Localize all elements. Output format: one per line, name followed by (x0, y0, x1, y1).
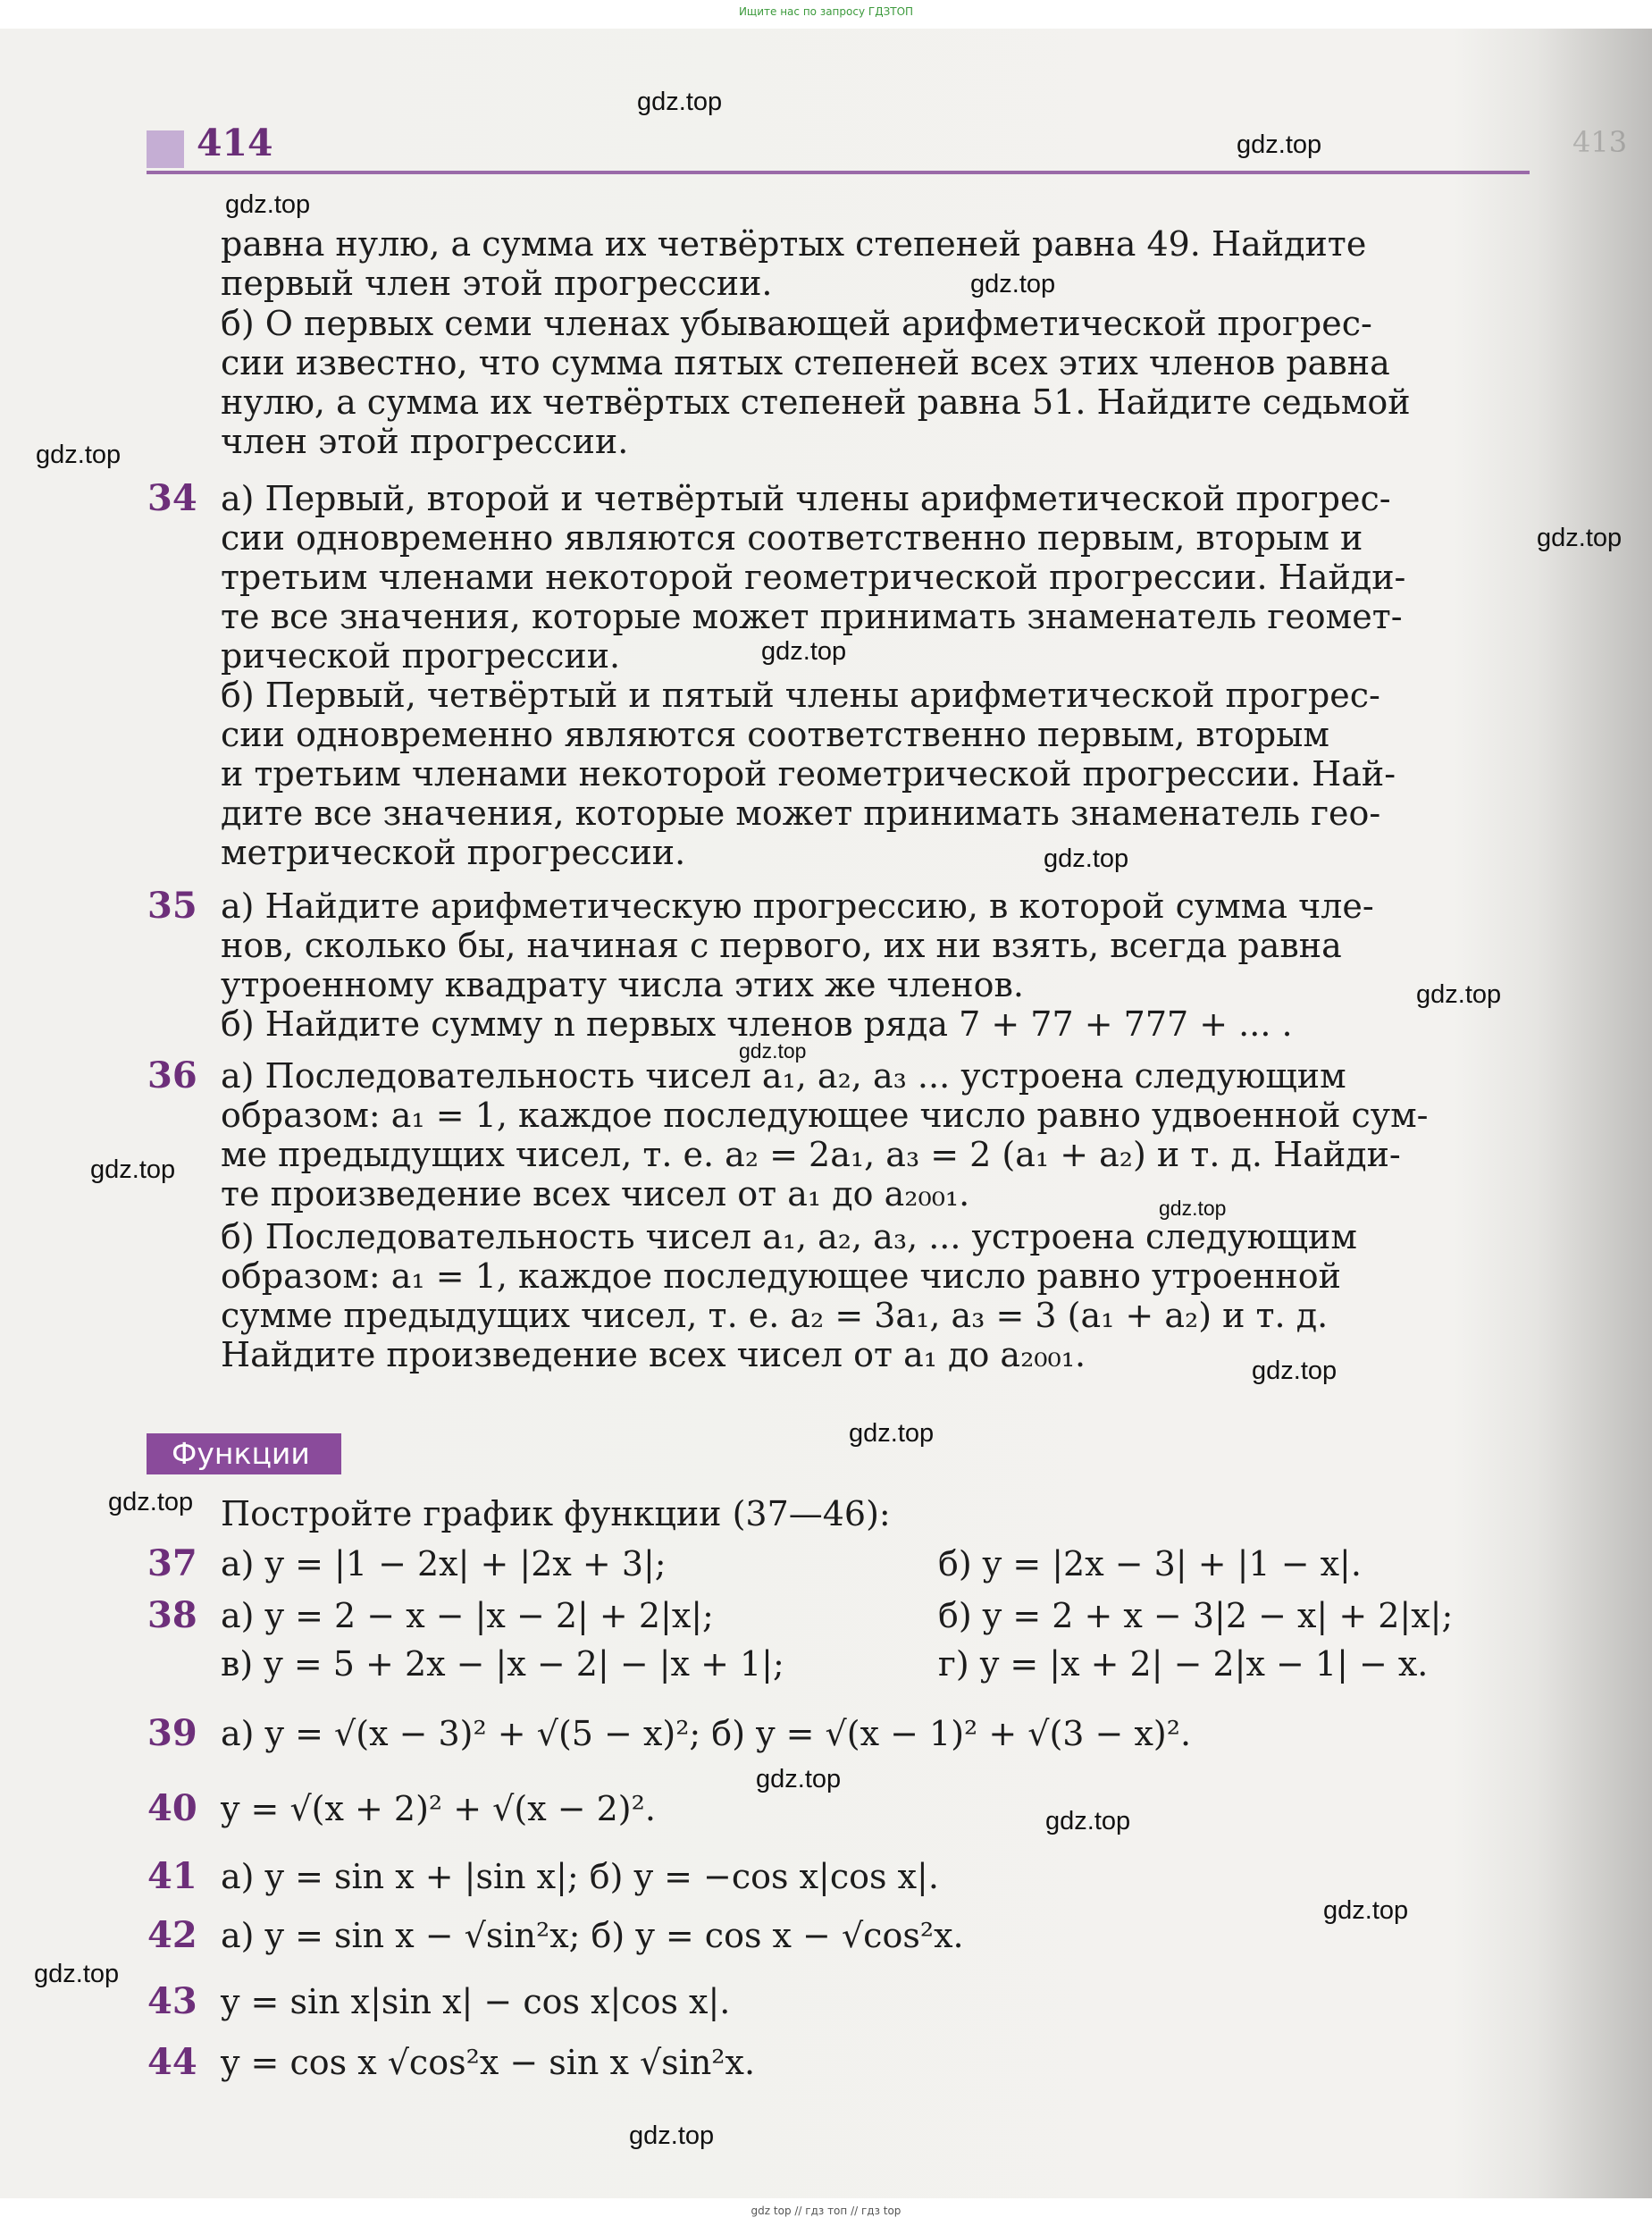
section-label: Функции (147, 1433, 341, 1474)
problem-number: 38 (147, 1594, 197, 1636)
problem-number: 37 (147, 1542, 197, 1584)
text-line: образом: a₁ = 1, каждое последующее число равно удвоенной сум- (221, 1096, 1429, 1135)
watermark: gdz.top (1237, 130, 1322, 159)
header-rule (147, 171, 1530, 174)
text-line: утроенному квадрату числа этих же членов. (221, 965, 1024, 1004)
text-line: образом: a₁ = 1, каждое последующее число равно утроенной (221, 1256, 1341, 1296)
text-line: а) Найдите арифметическую прогрессию, в которой сумма чле- (221, 886, 1374, 926)
watermark: gdz.top (1416, 980, 1502, 1009)
text-line: первый член этой прогрессии. (221, 264, 773, 303)
text-line: метрической прогрессии. (221, 833, 686, 872)
problem-number: 35 (147, 885, 197, 927)
watermark: gdz.top (1323, 1896, 1409, 1925)
section-intro: Постройте график функции (37—46): (221, 1494, 891, 1533)
text-line: в) y = 5 + 2x − |x − 2| − |x + 1|; (221, 1644, 784, 1684)
problem-number: 34 (147, 477, 197, 519)
text-line: y = cos x √cos²x − sin x √sin²x. (221, 2043, 756, 2082)
text-line: нулю, а сумма их четвёртых степеней равна 51. Найдите седьмой (221, 382, 1411, 422)
text-line: а) Последовательность чисел a₁, a₂, a₃ ... устроена следующим (221, 1056, 1346, 1096)
watermark: gdz.top (1537, 524, 1623, 552)
text-line: б) y = 2 + x − 3|2 − x| + 2|x|; (938, 1596, 1454, 1635)
text-line: а) y = sin x + |sin x|; б) y = −cos x|cos x|. (221, 1857, 939, 1896)
text-line: Найдите произведение всех чисел от a₁ до a₂₀₀₁. (221, 1335, 1086, 1374)
text-line: б) Найдите сумму n первых членов ряда 7 + 77 + 777 + ... . (221, 1004, 1293, 1044)
watermark: gdz.top (1044, 844, 1129, 873)
problem-number: 41 (147, 1855, 197, 1897)
text-line: б) Первый, четвёртый и пятый члены арифметической прогрес- (221, 676, 1380, 715)
watermark: gdz.top (629, 2121, 715, 2150)
watermark: gdz.top (1252, 1357, 1338, 1385)
text-line: б) Последовательность чисел a₁, a₂, a₃, ... устроена следующим (221, 1217, 1357, 1256)
problem-number: 42 (147, 1914, 197, 1956)
text-line: рической прогрессии. (221, 636, 621, 676)
problem-number: 36 (147, 1054, 197, 1096)
text-line: а) Первый, второй и четвёртый члены арифметической прогрес- (221, 479, 1391, 518)
header-square (147, 130, 184, 168)
text-line: а) y = √(x − 3)² + √(5 − x)²; б) y = √(x − 1)² + √(3 − x)². (221, 1714, 1192, 1753)
page-number: 414 (197, 122, 273, 164)
problem-number: 40 (147, 1787, 197, 1829)
text-line: равна нулю, а сумма их четвёртых степеней равна 49. Найдите (221, 224, 1367, 264)
text-line: третьим членами некоторой геометрической прогрессии. Найди- (221, 558, 1406, 597)
watermark: gdz.top (225, 190, 311, 219)
text-line: сии известно, что сумма пятых степеней всех этих членов равна (221, 343, 1390, 382)
text-line: а) y = sin x − √sin²x; б) y = cos x − √cos²x. (221, 1916, 964, 1955)
watermark: gdz.top (739, 1039, 807, 1063)
text-line: б) y = |2x − 3| + |1 − x|. (938, 1544, 1362, 1583)
bottom-banner: gdz top // гдз топ // гдз top (751, 2205, 901, 2217)
watermark: gdz.top (849, 1419, 935, 1448)
watermark: gdz.top (1045, 1807, 1131, 1835)
text-line: те все значения, которые может принимать знаменатель геомет- (221, 597, 1403, 636)
text-line: сии одновременно являются соответственно первым, вторым и (221, 518, 1363, 558)
text-line: y = sin x|sin x| − cos x|cos x|. (221, 1982, 731, 2021)
text-line: член этой прогрессии. (221, 422, 629, 461)
text-line: дите все значения, которые может принимать знаменатель гео- (221, 794, 1381, 833)
watermark: gdz.top (1159, 1197, 1227, 1220)
text-line: а) y = 2 − x − |x − 2| + 2|x|; (221, 1596, 714, 1635)
text-line: нов, сколько бы, начиная с первого, их ни взять, всегда равна (221, 926, 1342, 965)
text-line: сумме предыдущих чисел, т. е. a₂ = 3a₁, a₃ = 3 (a₁ + a₂) и т. д. (221, 1296, 1329, 1335)
text-line: сии одновременно являются соответственно первым, вторым (221, 715, 1329, 754)
watermark: gdz.top (36, 441, 122, 469)
top-banner: Ищите нас по запросу ГДЗТОП (738, 5, 914, 18)
text-line: г) y = |x + 2| − 2|x − 1| − x. (938, 1644, 1429, 1684)
bleed-through: 413 (1572, 125, 1628, 159)
text-line: ме предыдущих чисел, т. е. a₂ = 2a₁, a₃ = 2 (a₁ + a₂) и т. д. Найди- (221, 1135, 1401, 1174)
watermark: gdz.top (637, 88, 723, 116)
text-line: б) О первых семи членах убывающей арифметической прогрес- (221, 304, 1372, 343)
text-line: а) y = |1 − 2x| + |2x + 3|; (221, 1544, 667, 1583)
watermark: gdz.top (970, 270, 1056, 298)
text-line: y = √(x + 2)² + √(x − 2)². (221, 1789, 656, 1828)
problem-number: 44 (147, 2041, 197, 2083)
problem-number: 39 (147, 1712, 197, 1754)
text-line: и третьим членами некоторой геометрической прогрессии. Най- (221, 754, 1396, 794)
problem-number: 43 (147, 1980, 197, 2022)
watermark: gdz.top (34, 1960, 120, 1988)
text-line: те произведение всех чисел от a₁ до a₂₀₀₁. (221, 1174, 970, 1214)
watermark: gdz.top (756, 1765, 842, 1793)
watermark: gdz.top (761, 637, 847, 666)
watermark: gdz.top (108, 1488, 194, 1516)
watermark: gdz.top (90, 1155, 176, 1184)
